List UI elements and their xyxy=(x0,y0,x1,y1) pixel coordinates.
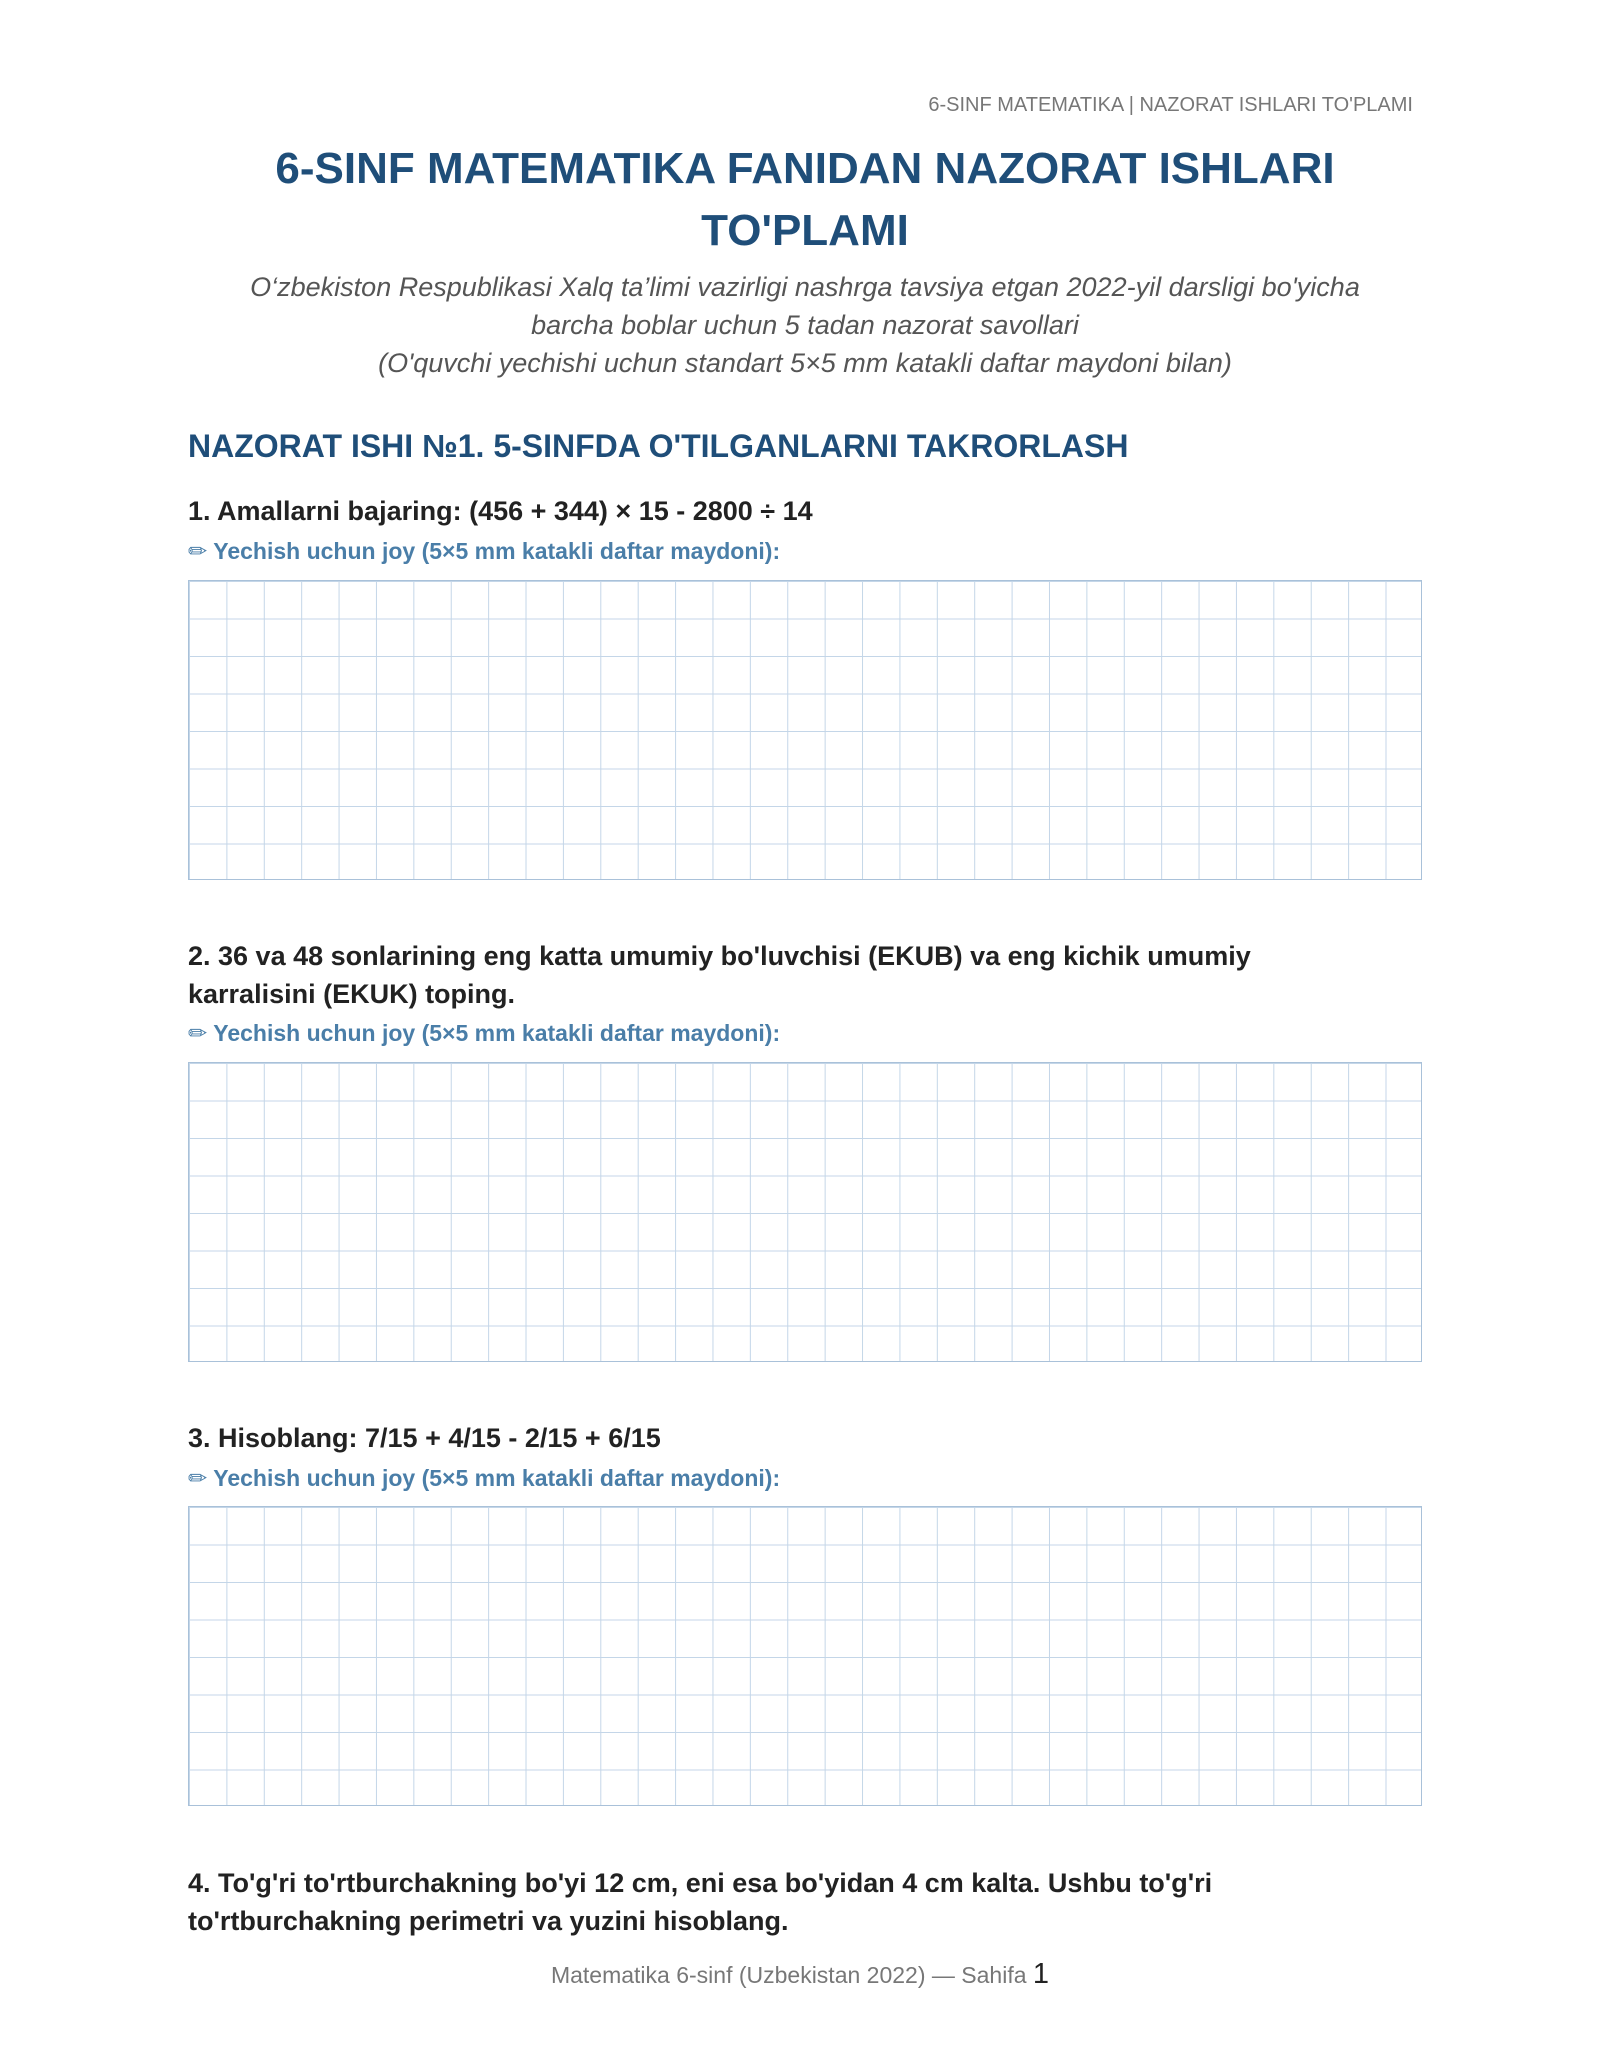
document-title xyxy=(190,138,1420,262)
running-header: 6-SINF MATEMATIKA | NAZORAT ISHLARI TO'PLAMI xyxy=(928,94,1413,116)
question-4 xyxy=(188,1864,1428,1940)
subtitle-line-2: barcha boblar uchun 5 tadan nazorat savollari xyxy=(531,310,1079,340)
question-4-text-line-1: 4. To'g'ri to'rtburchakning bo'yi 12 cm, eni esa bo'yidan 4 cm kalta. Ushbu to'g'ri xyxy=(188,1868,1213,1898)
question-1-text: 1. Amallarni bajaring: (456 + 344) × 15 - 2800 ÷ 14 xyxy=(188,496,813,526)
question-2-text-line-1: 2. 36 va 48 sonlarining eng katta umumiy bo'luvchisi (EKUB) va eng kichik umumiy xyxy=(188,941,1251,971)
document-title-line-2: TO'PLAMI xyxy=(701,206,909,255)
question-2 xyxy=(188,937,1428,1013)
section-heading: NAZORAT ISHI №1. 5-SINFDA O'TILGANLARNI TAKRORLASH xyxy=(188,428,1129,464)
document-title-line-1: 6-SINF MATEMATIKA FANIDAN NAZORAT ISHLARI xyxy=(275,144,1335,193)
solution-grid-3[interactable] xyxy=(188,1506,1422,1806)
page-footer xyxy=(0,1958,1600,1991)
question-1 xyxy=(188,492,1428,530)
subtitle-line-1: O‘zbekiston Respublikasi Xalq ta’limi vazirligi nashrga tavsiya etgan 2022-yil darsligi bo'yicha xyxy=(250,272,1360,302)
solution-space-label-2: ✏ Yechish uchun joy (5×5 mm katakli daftar maydoni): xyxy=(188,1020,781,1046)
question-2-text-line-2: karralisini (EKUK) toping. xyxy=(188,979,516,1009)
footer-text: Matematika 6-sinf (Uzbekistan 2022) — Sahifa xyxy=(550,1962,1027,1988)
solution-grid-1[interactable] xyxy=(188,580,1422,880)
solution-grid-2[interactable] xyxy=(188,1062,1422,1362)
question-3-text: 3. Hisoblang: 7/15 + 4/15 - 2/15 + 6/15 xyxy=(188,1423,661,1453)
question-3 xyxy=(188,1419,1428,1457)
document-subtitle xyxy=(190,268,1420,382)
question-4-text-line-2: to'rtburchakning perimetri va yuzini hisoblang. xyxy=(188,1906,789,1936)
solution-space-label-3: ✏ Yechish uchun joy (5×5 mm katakli daftar maydoni): xyxy=(188,1465,781,1491)
subtitle-line-3: (O'quvchi yechishi uchun standart 5×5 mm katakli daftar maydoni bilan) xyxy=(378,348,1232,378)
page-number: 1 xyxy=(1032,1958,1050,1990)
solution-space-label-1: ✏ Yechish uchun joy (5×5 mm katakli daftar maydoni): xyxy=(188,538,781,564)
